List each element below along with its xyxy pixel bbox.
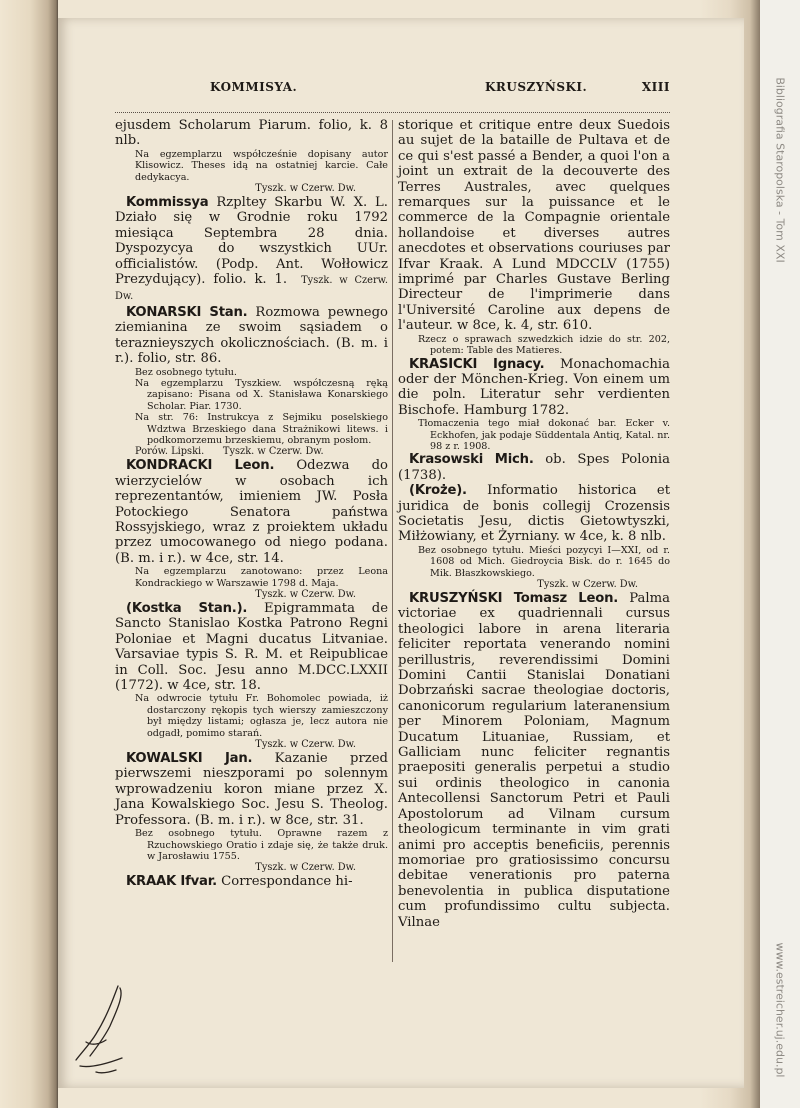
entry-note: Bez osobnego tytułu. Oprawne razem z Rzuchowskiego Oratio i zdaje się, że także druk. w Jarosławiu 1755.: [135, 828, 388, 862]
entry-heading: Kommissya: [126, 195, 209, 211]
entry-text: ejusdem Scholarum Piarum. folio, k. 8 nlb.: [115, 118, 388, 149]
entry-source: Tyszk. w Czerw. Dw.: [537, 579, 638, 590]
entry-heading: KONDRACKI Leon.: [126, 458, 275, 474]
entry-note: Na odwrocie tytułu Fr. Bohomolec powiada, iż dostarczony rękopis tych wierszy zamieszczony był między listami; ogłasza je, lecz autora nie odgadł, pomimo starań.: [135, 693, 388, 739]
bibliography-entry: [398, 452, 670, 483]
entry-heading: KRUSZYŃSKI Tomasz Leon.: [409, 591, 619, 606]
entry-note: Rzecz o sprawach szwedzkich idzie do str. 202, potem: Table des Matieres.: [418, 333, 670, 357]
left-column: [115, 118, 388, 890]
right-column: [398, 118, 670, 930]
entry-text: Rozmowa pewnego ziemianina ze swoim sąsiadem o teraznieyszych okolicznościach. (B. m. i r.). folio, str. 86.: [115, 304, 388, 367]
bibliography-entry: [398, 118, 670, 334]
entry-note: Na str. 76: Instrukcya z Sejmiku poselskiego Wdztwa Brzeskiego dana Strażnikowi litews. i podkomorzemu brzeskiemu, obranym posłom.: [135, 412, 388, 446]
entry-text: Rzpltey Skarbu W. X. L. Działo się w Grodnie roku 1792 miesiąca Septembra 28 dnia. Dyspozycya do wszystkich UUr. officialistów. (Podp. Ant. Wołłowicz Prezydujący). folio. k. 1.: [115, 195, 388, 288]
entry-source: Tyszk. w Czerw. Dw.: [255, 739, 356, 751]
bibliography-entry: [115, 118, 388, 149]
entry-heading: KRASICKI Ignacy.: [409, 356, 545, 372]
bibliography-entry: [398, 357, 670, 419]
entry-heading: KRAAK Ifvar.: [126, 874, 217, 890]
entry-text: Informatio historica et juridica de bonis collegij Crozensis Societatis Jesu, dictis Gietowtyszki, Miłżowiany, et Żyrniany. w 4ce, k. 8 nlb.: [398, 483, 670, 545]
bibliography-entry: [115, 751, 388, 828]
entry-note: Na egzemplarzu Tyszkiew. współczesną ręką zapisano: Pisana od X. Stanisława Konarskiego Scholar. Piar. 1730.: [135, 377, 388, 412]
entry-source: Porów. Lipski. Tyszk. w Czerw. Dw.: [135, 446, 324, 458]
bibliography-entry: [115, 601, 388, 693]
entry-text: ob. Spes Polonia (1738).: [398, 452, 670, 483]
bibliography-entry: [115, 305, 388, 367]
entry-source: Tyszk. w Czerw. Dw.: [115, 275, 389, 303]
entry-text: Epigrammata de Sancto Stanislao Kostka Patrono Regni Poloniae et Magni ducatus Litvaniae. Varsaviae typis S. R. M. et Reipublicae in Coll. Soc. Jesu anno M.DCC.LXXII (1772). w 4ce, str. 18.: [115, 601, 389, 694]
entry-heading: Krasowski Mich.: [409, 452, 534, 468]
bibliography-entry: [398, 483, 670, 545]
bibliography-entry: [115, 195, 388, 305]
entry-heading: KOWALSKI Jan.: [126, 751, 253, 767]
entry-source: Tyszk. w Czerw. Dw.: [255, 862, 356, 874]
entry-text: Palma victoriae ex quadriennali cursus theologici labore in arena literaria feliciter reportata venerando nomini perillustris, reverendissimi Domini Domini Cantii Stanislai Donatiani Dobrzański sacrae theologiae doctoris, canonicorum regularium lateranensium per Minorem Poloniam, Magnum Ducatum Lituaniae, Russiam, et Galliciam nunc feliciter regnantis praepositi generalis perpetui a studio sui ordinis theologico in canonia Antecollensi Sanctorum Petri et Pauli Apostolorum ad Vilnam cursum theologicum terminante in vim grati animi pro acceptis beneficiis, perennis momoriae pro gratiosissimo concursu debitae venerationis pro paterna benevolentia in publica disputatione cum profundissimo cultu subjecta. Vilnae: [398, 591, 670, 930]
bibliography-entry: [115, 458, 388, 566]
column-divider: [392, 120, 393, 962]
entry-note: Tłomaczenia tego miał dokonać bar. Ecker v. Eckhofen, jak podaje Süddentala Antiq, Katal. nr. 98 z r. 1908.: [418, 418, 670, 452]
entry-note: Na egzemplarzu zanotowano: przez Leona Kondrackiego w Warszawie 1798 d. Maja.: [135, 566, 388, 589]
entry-heading: (Kroże).: [409, 483, 467, 499]
entry-source: Tyszk. w Czerw. Dw.: [255, 183, 356, 195]
bibliography-entry: [398, 591, 670, 930]
bibliography-entry: [115, 874, 388, 889]
entry-note: Bez osobnego tytułu. Mieści pozycyi I—XXI, od r. 1608 od Mich. Giedroycia Bisk. do r. 1645 do Mik. Błaszkowskiego.: [418, 544, 670, 579]
running-header: [115, 80, 670, 100]
header-left: KOMMISYA.: [210, 80, 298, 94]
entry-note: Na egzemplarzu współcześnie dopisany autor Klisowicz. Theses idą na ostatniej karcie. Całe dedykacya.: [135, 148, 388, 183]
entry-text: Correspondance hi-: [216, 874, 353, 890]
entry-note: Bez osobnego tytułu.: [135, 366, 237, 378]
entry-text: storique et critique entre deux Suedois au sujet de la bataille de Pultava et de ce qui s'est passé a Bender, a quoi l'on a joint un extrait de la decouverte des Terres Australes, avec quelques remarques sur la puissance et le commerce de la Compagnie orientale hollandoise et diverses autres anecdotes et observations couriuses par Ifvar Kraak. A Lund MDCCLV (1755) imprimé par Charles Gustave Berling Directeur de l'imprimerie dans l'Université Caroline aux depens de l'auteur. w 8ce, k. 4, str. 610.: [398, 118, 670, 334]
page-number: XIII: [641, 80, 670, 94]
entry-source: Tyszk. w Czerw. Dw.: [255, 589, 356, 600]
header-center: KRUSZYŃSKI.: [485, 80, 588, 94]
entry-text: Kazanie przed pierwszemi nieszporami po solennym wprowadzeniu koron miane przez X. Jana Kowalskiego Soc. Jesu S. Theolog. Professora. (B. m. i r.). w 8ce, str. 31.: [115, 751, 388, 828]
header-rule: [115, 112, 670, 113]
entry-heading: KONARSKI Stan.: [126, 304, 248, 320]
entry-heading: (Kostka Stan.).: [126, 601, 248, 616]
entry-text: Monachomachia oder der Mönchen-Krieg. Von einem um die poln. Literatur sehr verdienten Bischofe. Hamburg 1782.: [398, 356, 671, 418]
signature-mark: [66, 982, 136, 1082]
entry-text: Odezwa do wierzycielów w osobach ich reprezentantów, imieniem JW. Posła Potockiego Senatora państwa Rossyjskiego, wraz z proiektem układu przez umocowanego od niego podana. (B. m. i r.). w 4ce, str. 14.: [115, 458, 388, 566]
left-page-edge: [0, 0, 58, 1108]
